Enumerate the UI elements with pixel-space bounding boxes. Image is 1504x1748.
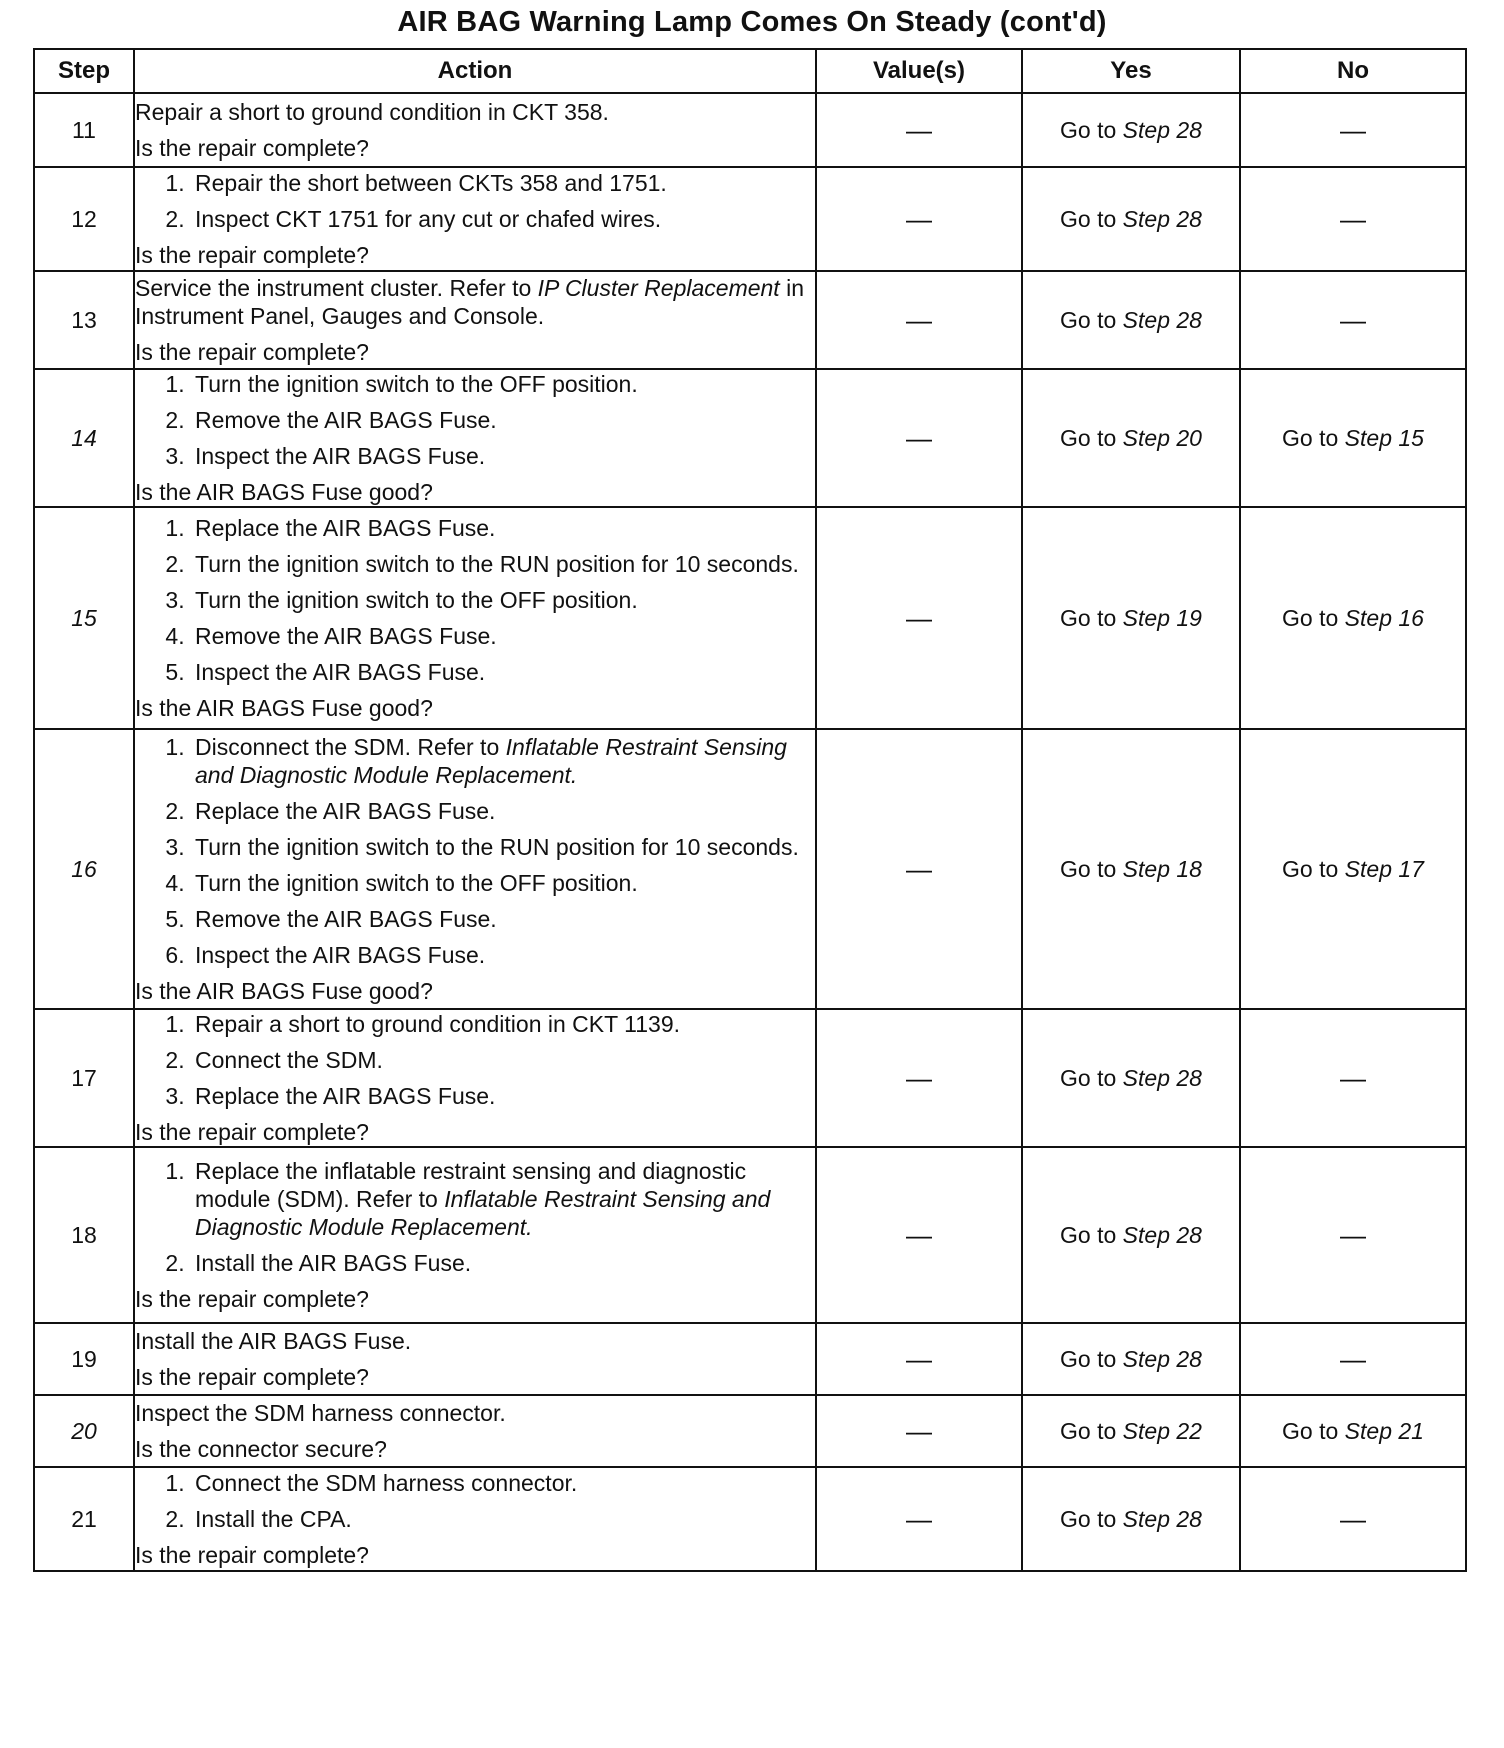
action-step	[191, 370, 815, 398]
header-no: No	[1240, 49, 1466, 93]
action-step	[191, 1469, 815, 1497]
goto-prefix: Go to	[1060, 1221, 1123, 1248]
step-reference	[1345, 605, 1424, 631]
yes-cell	[1022, 1147, 1240, 1323]
step-reference	[1123, 856, 1202, 882]
action-text: Inspect the AIR BAGS Fuse.	[195, 942, 486, 968]
action-step	[191, 406, 815, 434]
step-word: Step	[1344, 424, 1392, 451]
goto-prefix: Go to	[1060, 604, 1123, 631]
action-text: Repair a short to ground condition in CKT 358.	[135, 99, 609, 125]
dash: —	[1340, 203, 1366, 234]
dash: —	[1340, 1343, 1366, 1374]
action-text: Is the repair complete?	[135, 339, 369, 365]
step-number: 17	[1398, 855, 1424, 882]
step-reference	[1123, 1418, 1202, 1444]
step-word: Step	[1122, 1505, 1170, 1532]
action-step	[191, 550, 815, 578]
value-cell: —	[816, 1395, 1022, 1467]
action-steps-list	[135, 370, 815, 470]
action-text: Is the repair complete?	[135, 1542, 369, 1568]
step-number: 28	[1176, 1221, 1202, 1248]
action-line	[135, 1285, 815, 1313]
value-cell: —	[816, 369, 1022, 507]
value-cell: —	[816, 1467, 1022, 1571]
action-text: Remove the AIR BAGS Fuse.	[195, 407, 497, 433]
action-step	[191, 797, 815, 825]
no-cell	[1240, 93, 1466, 167]
no-cell	[1240, 369, 1466, 507]
step-number-cell: 20	[34, 1395, 134, 1467]
action-text: Turn the ignition switch to the RUN position for 10 seconds.	[195, 551, 799, 577]
goto-prefix: Go to	[1060, 1345, 1123, 1372]
action-text: Replace the AIR BAGS Fuse.	[195, 515, 496, 541]
action-text: Install the CPA.	[195, 1506, 352, 1532]
step-number-cell: 17	[34, 1009, 134, 1147]
action-step	[191, 169, 815, 197]
action-step	[191, 833, 815, 861]
action-step	[191, 941, 815, 969]
action-line	[135, 1363, 815, 1391]
value-cell: —	[816, 729, 1022, 1009]
step-word: Step	[1344, 604, 1392, 631]
action-step	[191, 1249, 815, 1277]
goto-prefix: Go to	[1060, 855, 1123, 882]
action-text: Is the AIR BAGS Fuse good?	[135, 479, 433, 505]
no-cell	[1240, 1395, 1466, 1467]
action-step	[191, 622, 815, 650]
action-text: Connect the SDM.	[195, 1047, 383, 1073]
step-word: Step	[1122, 1345, 1170, 1372]
yes-cell	[1022, 729, 1240, 1009]
action-text: Service the instrument cluster. Refer to	[135, 275, 538, 301]
action-cell	[134, 1467, 816, 1571]
header-step: Step	[34, 49, 134, 93]
value-cell: —	[816, 1147, 1022, 1323]
action-line	[135, 134, 815, 162]
action-cell	[134, 369, 816, 507]
action-text: Inspect the SDM harness connector.	[135, 1400, 506, 1426]
action-text: Repair a short to ground condition in CKT 1139.	[195, 1011, 680, 1037]
no-cell	[1240, 271, 1466, 369]
action-line	[135, 478, 815, 506]
action-text: Turn the ignition switch to the OFF position.	[195, 371, 638, 397]
step-reference	[1345, 856, 1424, 882]
step-word: Step	[1122, 205, 1170, 232]
action-steps-list	[135, 169, 815, 233]
table-row	[34, 1323, 1466, 1395]
table-row	[34, 1395, 1466, 1467]
action-text: Is the repair complete?	[135, 135, 369, 161]
action-step	[191, 1157, 815, 1241]
step-word: Step	[1344, 855, 1392, 882]
value-cell: —	[816, 93, 1022, 167]
table-row	[34, 729, 1466, 1009]
step-reference	[1345, 425, 1424, 451]
action-text: Is the repair complete?	[135, 242, 369, 268]
action-cell	[134, 1395, 816, 1467]
goto-prefix: Go to	[1060, 1505, 1123, 1532]
action-step	[191, 733, 815, 789]
step-number-cell: 21	[34, 1467, 134, 1571]
step-number: 28	[1176, 116, 1202, 143]
action-text: Replace the AIR BAGS Fuse.	[195, 798, 496, 824]
table-row	[34, 271, 1466, 369]
table-row	[34, 93, 1466, 167]
action-step	[191, 1082, 815, 1110]
step-word: Step	[1122, 116, 1170, 143]
step-reference	[1123, 307, 1202, 333]
goto-prefix: Go to	[1282, 855, 1345, 882]
action-text: in Instrument Panel, Gauges and Console.	[135, 275, 804, 329]
action-step	[191, 869, 815, 897]
action-step	[191, 514, 815, 542]
diagnostic-table	[33, 48, 1467, 1572]
action-text: Turn the ignition switch to the OFF position.	[195, 587, 638, 613]
dash: —	[1340, 1219, 1366, 1250]
step-number: 28	[1176, 306, 1202, 333]
action-text: Is the repair complete?	[135, 1119, 369, 1145]
step-number: 15	[1398, 424, 1424, 451]
action-text: Inspect the AIR BAGS Fuse.	[195, 659, 486, 685]
action-text: Turn the ignition switch to the RUN position for 10 seconds.	[195, 834, 799, 860]
step-number-cell: 16	[34, 729, 134, 1009]
action-text: Inspect the AIR BAGS Fuse.	[195, 443, 486, 469]
step-word: Step	[1122, 604, 1170, 631]
action-step	[191, 1505, 815, 1533]
step-word: Step	[1122, 306, 1170, 333]
step-word: Step	[1122, 424, 1170, 451]
action-step	[191, 658, 815, 686]
step-number: 20	[1176, 424, 1202, 451]
step-reference	[1123, 605, 1202, 631]
action-text: Remove the AIR BAGS Fuse.	[195, 906, 497, 932]
value-cell: —	[816, 1323, 1022, 1395]
step-number-cell: 13	[34, 271, 134, 369]
table-row	[34, 1467, 1466, 1571]
action-text: Inspect CKT 1751 for any cut or chafed wires.	[195, 206, 662, 232]
goto-prefix: Go to	[1282, 604, 1345, 631]
value-cell: —	[816, 1009, 1022, 1147]
reference-text: Inflatable Restraint Sensing and Diagnostic Module Replacement.	[195, 1186, 771, 1240]
yes-cell	[1022, 93, 1240, 167]
yes-cell	[1022, 1323, 1240, 1395]
action-text: Connect the SDM harness connector.	[195, 1470, 578, 1496]
step-reference	[1123, 1506, 1202, 1532]
action-text: Remove the AIR BAGS Fuse.	[195, 623, 497, 649]
action-cell	[134, 271, 816, 369]
action-text: Replace the AIR BAGS Fuse.	[195, 1083, 496, 1109]
step-number: 28	[1176, 205, 1202, 232]
goto-prefix: Go to	[1060, 306, 1123, 333]
action-cell	[134, 1009, 816, 1147]
action-text: Turn the ignition switch to the OFF position.	[195, 870, 638, 896]
action-cell	[134, 1323, 816, 1395]
action-cell	[134, 93, 816, 167]
goto-prefix: Go to	[1060, 424, 1123, 451]
step-word: Step	[1122, 1221, 1170, 1248]
action-step	[191, 905, 815, 933]
header-values: Value(s)	[816, 49, 1022, 93]
yes-cell	[1022, 271, 1240, 369]
action-text: Is the AIR BAGS Fuse good?	[135, 695, 433, 721]
action-line	[135, 338, 815, 366]
action-step	[191, 586, 815, 614]
value-cell: —	[816, 271, 1022, 369]
action-text: Install the AIR BAGS Fuse.	[195, 1250, 472, 1276]
step-number-cell: 18	[34, 1147, 134, 1323]
yes-cell	[1022, 1395, 1240, 1467]
action-steps-list	[135, 1157, 815, 1277]
action-step	[191, 1010, 815, 1038]
dash: —	[1340, 1503, 1366, 1534]
dash: —	[1340, 114, 1366, 145]
value-cell: —	[816, 167, 1022, 271]
action-cell	[134, 167, 816, 271]
action-step	[191, 1046, 815, 1074]
action-cell	[134, 507, 816, 729]
no-cell	[1240, 167, 1466, 271]
action-text: Is the repair complete?	[135, 1364, 369, 1390]
action-line	[135, 1435, 815, 1463]
action-line	[135, 98, 815, 126]
action-line	[135, 274, 815, 330]
action-text: Repair the short between CKTs 358 and 1751.	[195, 170, 667, 196]
table-row	[34, 167, 1466, 271]
step-reference	[1123, 1065, 1202, 1091]
goto-prefix: Go to	[1060, 116, 1123, 143]
reference-text: Inflatable Restraint Sensing and Diagnostic Module Replacement.	[195, 734, 787, 788]
header-yes: Yes	[1022, 49, 1240, 93]
step-reference	[1123, 425, 1202, 451]
step-reference	[1345, 1418, 1424, 1444]
yes-cell	[1022, 167, 1240, 271]
action-line	[135, 1327, 815, 1355]
step-word: Step	[1122, 1417, 1170, 1444]
no-cell	[1240, 507, 1466, 729]
goto-prefix: Go to	[1282, 424, 1345, 451]
action-cell	[134, 1147, 816, 1323]
no-cell	[1240, 729, 1466, 1009]
action-steps-list	[135, 1469, 815, 1533]
no-cell	[1240, 1467, 1466, 1571]
no-cell	[1240, 1323, 1466, 1395]
action-steps-list	[135, 733, 815, 969]
no-cell	[1240, 1009, 1466, 1147]
step-number-cell: 14	[34, 369, 134, 507]
step-number: 19	[1176, 604, 1202, 631]
yes-cell	[1022, 369, 1240, 507]
action-text: Is the connector secure?	[135, 1436, 387, 1462]
action-text: Disconnect the SDM. Refer to	[195, 734, 506, 760]
step-number-cell: 12	[34, 167, 134, 271]
dash: —	[1340, 304, 1366, 335]
step-number: 28	[1176, 1505, 1202, 1532]
action-text: Install the AIR BAGS Fuse.	[135, 1328, 412, 1354]
action-line	[135, 1541, 815, 1569]
table-row	[34, 1147, 1466, 1323]
table-row	[34, 1009, 1466, 1147]
step-number: 28	[1176, 1345, 1202, 1372]
no-cell	[1240, 1147, 1466, 1323]
page-title: AIR BAG Warning Lamp Comes On Steady (cont'd)	[397, 6, 1107, 38]
yes-cell	[1022, 1009, 1240, 1147]
goto-prefix: Go to	[1060, 1064, 1123, 1091]
yes-cell	[1022, 1467, 1240, 1571]
goto-prefix: Go to	[1282, 1417, 1345, 1444]
header-action: Action	[134, 49, 816, 93]
table-header-row	[34, 49, 1466, 93]
step-number: 21	[1398, 1417, 1424, 1444]
step-number: 28	[1176, 1064, 1202, 1091]
step-word: Step	[1122, 1064, 1170, 1091]
action-line	[135, 1399, 815, 1427]
step-number-cell: 15	[34, 507, 134, 729]
step-number-cell: 11	[34, 93, 134, 167]
step-number: 16	[1398, 604, 1424, 631]
goto-prefix: Go to	[1060, 205, 1123, 232]
step-word: Step	[1122, 855, 1170, 882]
action-steps-list	[135, 1010, 815, 1110]
step-word: Step	[1344, 1417, 1392, 1444]
action-text: Is the AIR BAGS Fuse good?	[135, 978, 433, 1004]
step-number: 18	[1176, 855, 1202, 882]
action-line	[135, 694, 815, 722]
action-text: Replace the inflatable restraint sensing and diagnostic module (SDM). Refer to	[195, 1158, 747, 1212]
step-reference	[1123, 117, 1202, 143]
value-cell: —	[816, 507, 1022, 729]
table-row	[34, 369, 1466, 507]
yes-cell	[1022, 507, 1240, 729]
action-step	[191, 205, 815, 233]
action-line	[135, 977, 815, 1005]
step-reference	[1123, 206, 1202, 232]
action-text: Is the repair complete?	[135, 1286, 369, 1312]
action-cell	[134, 729, 816, 1009]
reference-text: IP Cluster Replacement	[537, 275, 780, 301]
step-reference	[1123, 1346, 1202, 1372]
step-number-cell: 19	[34, 1323, 134, 1395]
goto-prefix: Go to	[1060, 1417, 1123, 1444]
action-steps-list	[135, 514, 815, 686]
table-row	[34, 507, 1466, 729]
step-reference	[1123, 1222, 1202, 1248]
action-line	[135, 241, 815, 269]
action-step	[191, 442, 815, 470]
dash: —	[1340, 1062, 1366, 1093]
action-line	[135, 1118, 815, 1146]
step-number: 22	[1176, 1417, 1202, 1444]
